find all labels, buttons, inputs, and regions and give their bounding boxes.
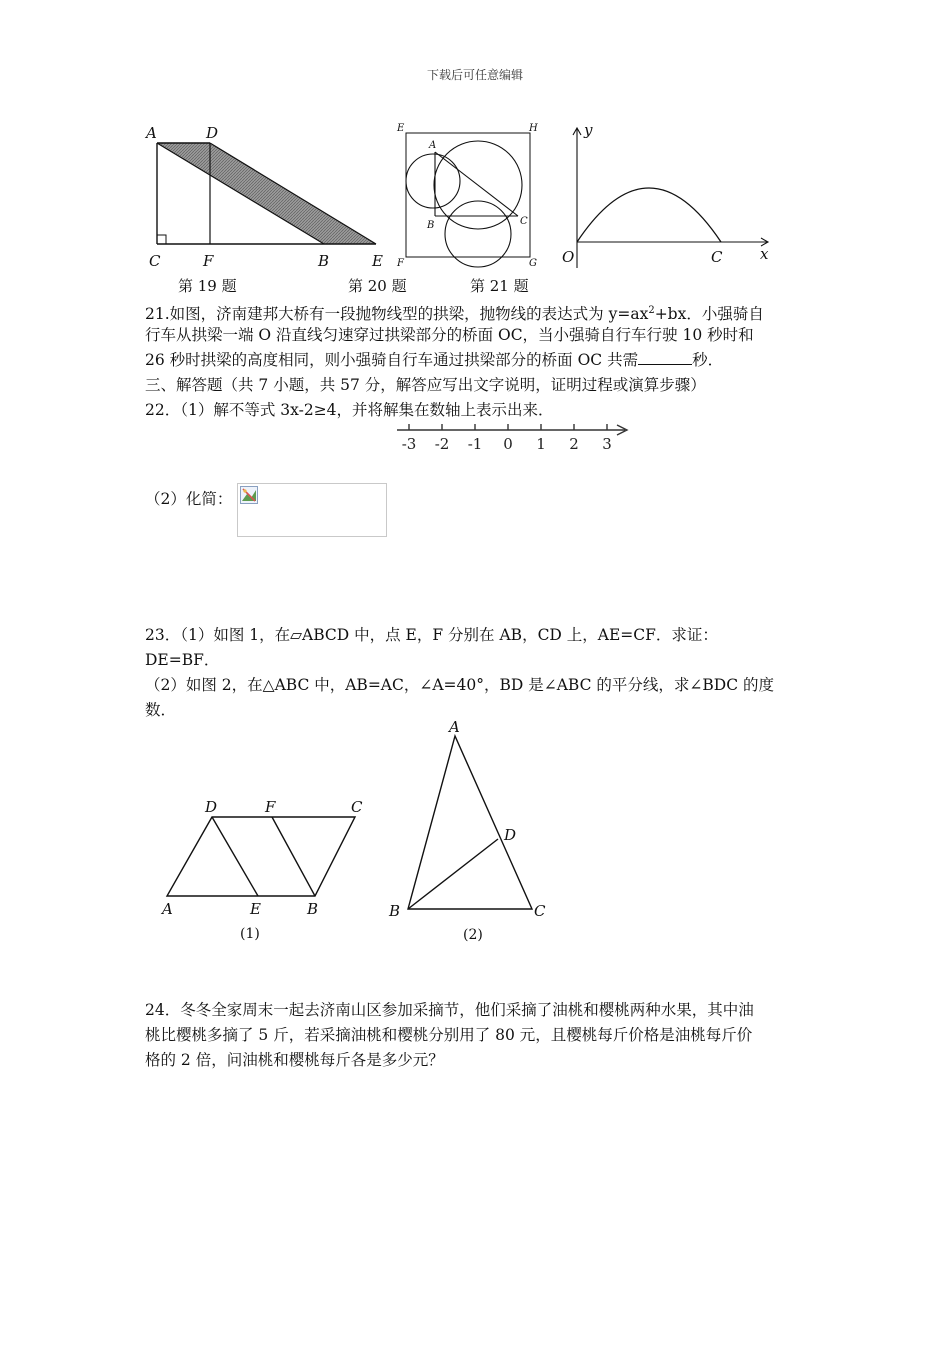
figure-20 [395, 118, 545, 273]
label-c: C [149, 252, 161, 270]
q24-line2: 桃比樱桃多摘了 5 斤，若采摘油桃和樱桃分别用了 80 元，且樱桃每斤价格是油桃每斤价 [145, 1026, 753, 1044]
number-line-tick-label: 0 [503, 435, 513, 453]
q23-line1: 23．（1）如图 1，在▱ABCD 中，点 E，F 分别在 AB，CD 上，AE=CF．求证： [145, 626, 718, 644]
number-line-tick-label: -1 [467, 435, 483, 453]
figure-23-2 [385, 718, 555, 943]
figure-21 [553, 118, 778, 273]
q24-line3: 格的 2 倍，问油桃和樱桃每斤各是多少元？ [145, 1051, 444, 1069]
label-a: A [429, 140, 437, 151]
number-line-tick-label: 1 [536, 435, 546, 453]
label-b: B [307, 900, 319, 918]
broken-image-icon [240, 486, 258, 504]
q23-line2: DE=BF． [145, 651, 220, 669]
number-line-tick-label: -3 [401, 435, 417, 453]
label-a: A [449, 718, 460, 736]
figure-19 [140, 118, 390, 273]
label-e: E [397, 123, 405, 134]
number-line-tick-label: -2 [434, 435, 450, 453]
number-line-tick-label: 3 [602, 435, 612, 453]
q22-part2-label: （2）化简： [145, 490, 233, 508]
q21-text-b: +bx．小强骑自 [654, 305, 764, 324]
label-y: y [584, 121, 593, 139]
caption-fig1: (1) [240, 926, 260, 942]
label-g: G [529, 258, 537, 269]
caption-fig2: (2) [463, 927, 483, 943]
label-f: F [397, 258, 404, 269]
label-c: C [711, 248, 723, 266]
number-line [395, 418, 635, 458]
label-b: B [389, 902, 401, 920]
q21-line3-unit: 秒． [692, 351, 724, 369]
q22-part1: 22．（1）解不等式 3x-2≥4，并将解集在数轴上表示出来． [145, 401, 554, 419]
q24-line1: 24．冬冬全家周末一起去济南山区参加采摘节，他们采摘了油桃和樱桃两种水果，其中油 [145, 1001, 754, 1019]
shaded-region [157, 143, 376, 244]
label-d: D [504, 826, 517, 844]
q21-text-a: 21.如图，济南建邦大桥有一段抛物线型的拱梁，抛物线的表达式为 y=ax [145, 305, 649, 324]
section-3-title: 三、解答题（共 7 小题，共 57 分，解答应写出文字说明，证明过程或演算步骤） [145, 376, 706, 394]
label-f: F [203, 252, 214, 270]
label-e: E [372, 252, 383, 270]
label-a: A [146, 124, 157, 142]
label-b: B [427, 220, 435, 231]
label-o: O [562, 248, 575, 266]
q23-line3: （2）如图 2，在△ABC 中，AB=AC，∠A=40°，BD 是∠ABC 的平分线，求∠BDC 的度 [145, 676, 774, 694]
q23-line4: 数． [145, 701, 177, 719]
label-b: B [318, 252, 330, 270]
figure-23-1 [155, 795, 370, 945]
q21-superscript: 2 [648, 305, 655, 316]
label-c: C [534, 902, 546, 920]
q21-line3 [145, 348, 723, 373]
label-x: x [760, 245, 769, 263]
label-c: C [351, 798, 363, 816]
number-line-tick-label: 2 [569, 435, 579, 453]
expression-image-placeholder [237, 483, 387, 537]
label-e: E [250, 900, 261, 918]
caption-21: 第 21 题 [470, 277, 529, 295]
parabola [577, 188, 721, 242]
q21-line2: 行车从拱梁一端 O 沿直线匀速穿过拱梁部分的桥面 OC，当小强骑自行车行驶 10 秒时和 [145, 326, 754, 344]
label-d: D [206, 124, 219, 142]
label-a: A [162, 900, 173, 918]
label-d: D [205, 798, 218, 816]
answer-blank[interactable] [638, 350, 692, 365]
label-c: C [520, 216, 528, 227]
label-h: H [529, 123, 538, 134]
q21-line3-text: 26 秒时拱梁的高度相同，则小强骑自行车通过拱梁部分的桥面 OC 共需 [145, 351, 639, 369]
page-header: 下载后可任意编辑 [426, 68, 523, 82]
caption-20: 第 20 题 [348, 277, 407, 295]
label-f: F [265, 798, 276, 816]
caption-19: 第 19 题 [178, 277, 237, 295]
